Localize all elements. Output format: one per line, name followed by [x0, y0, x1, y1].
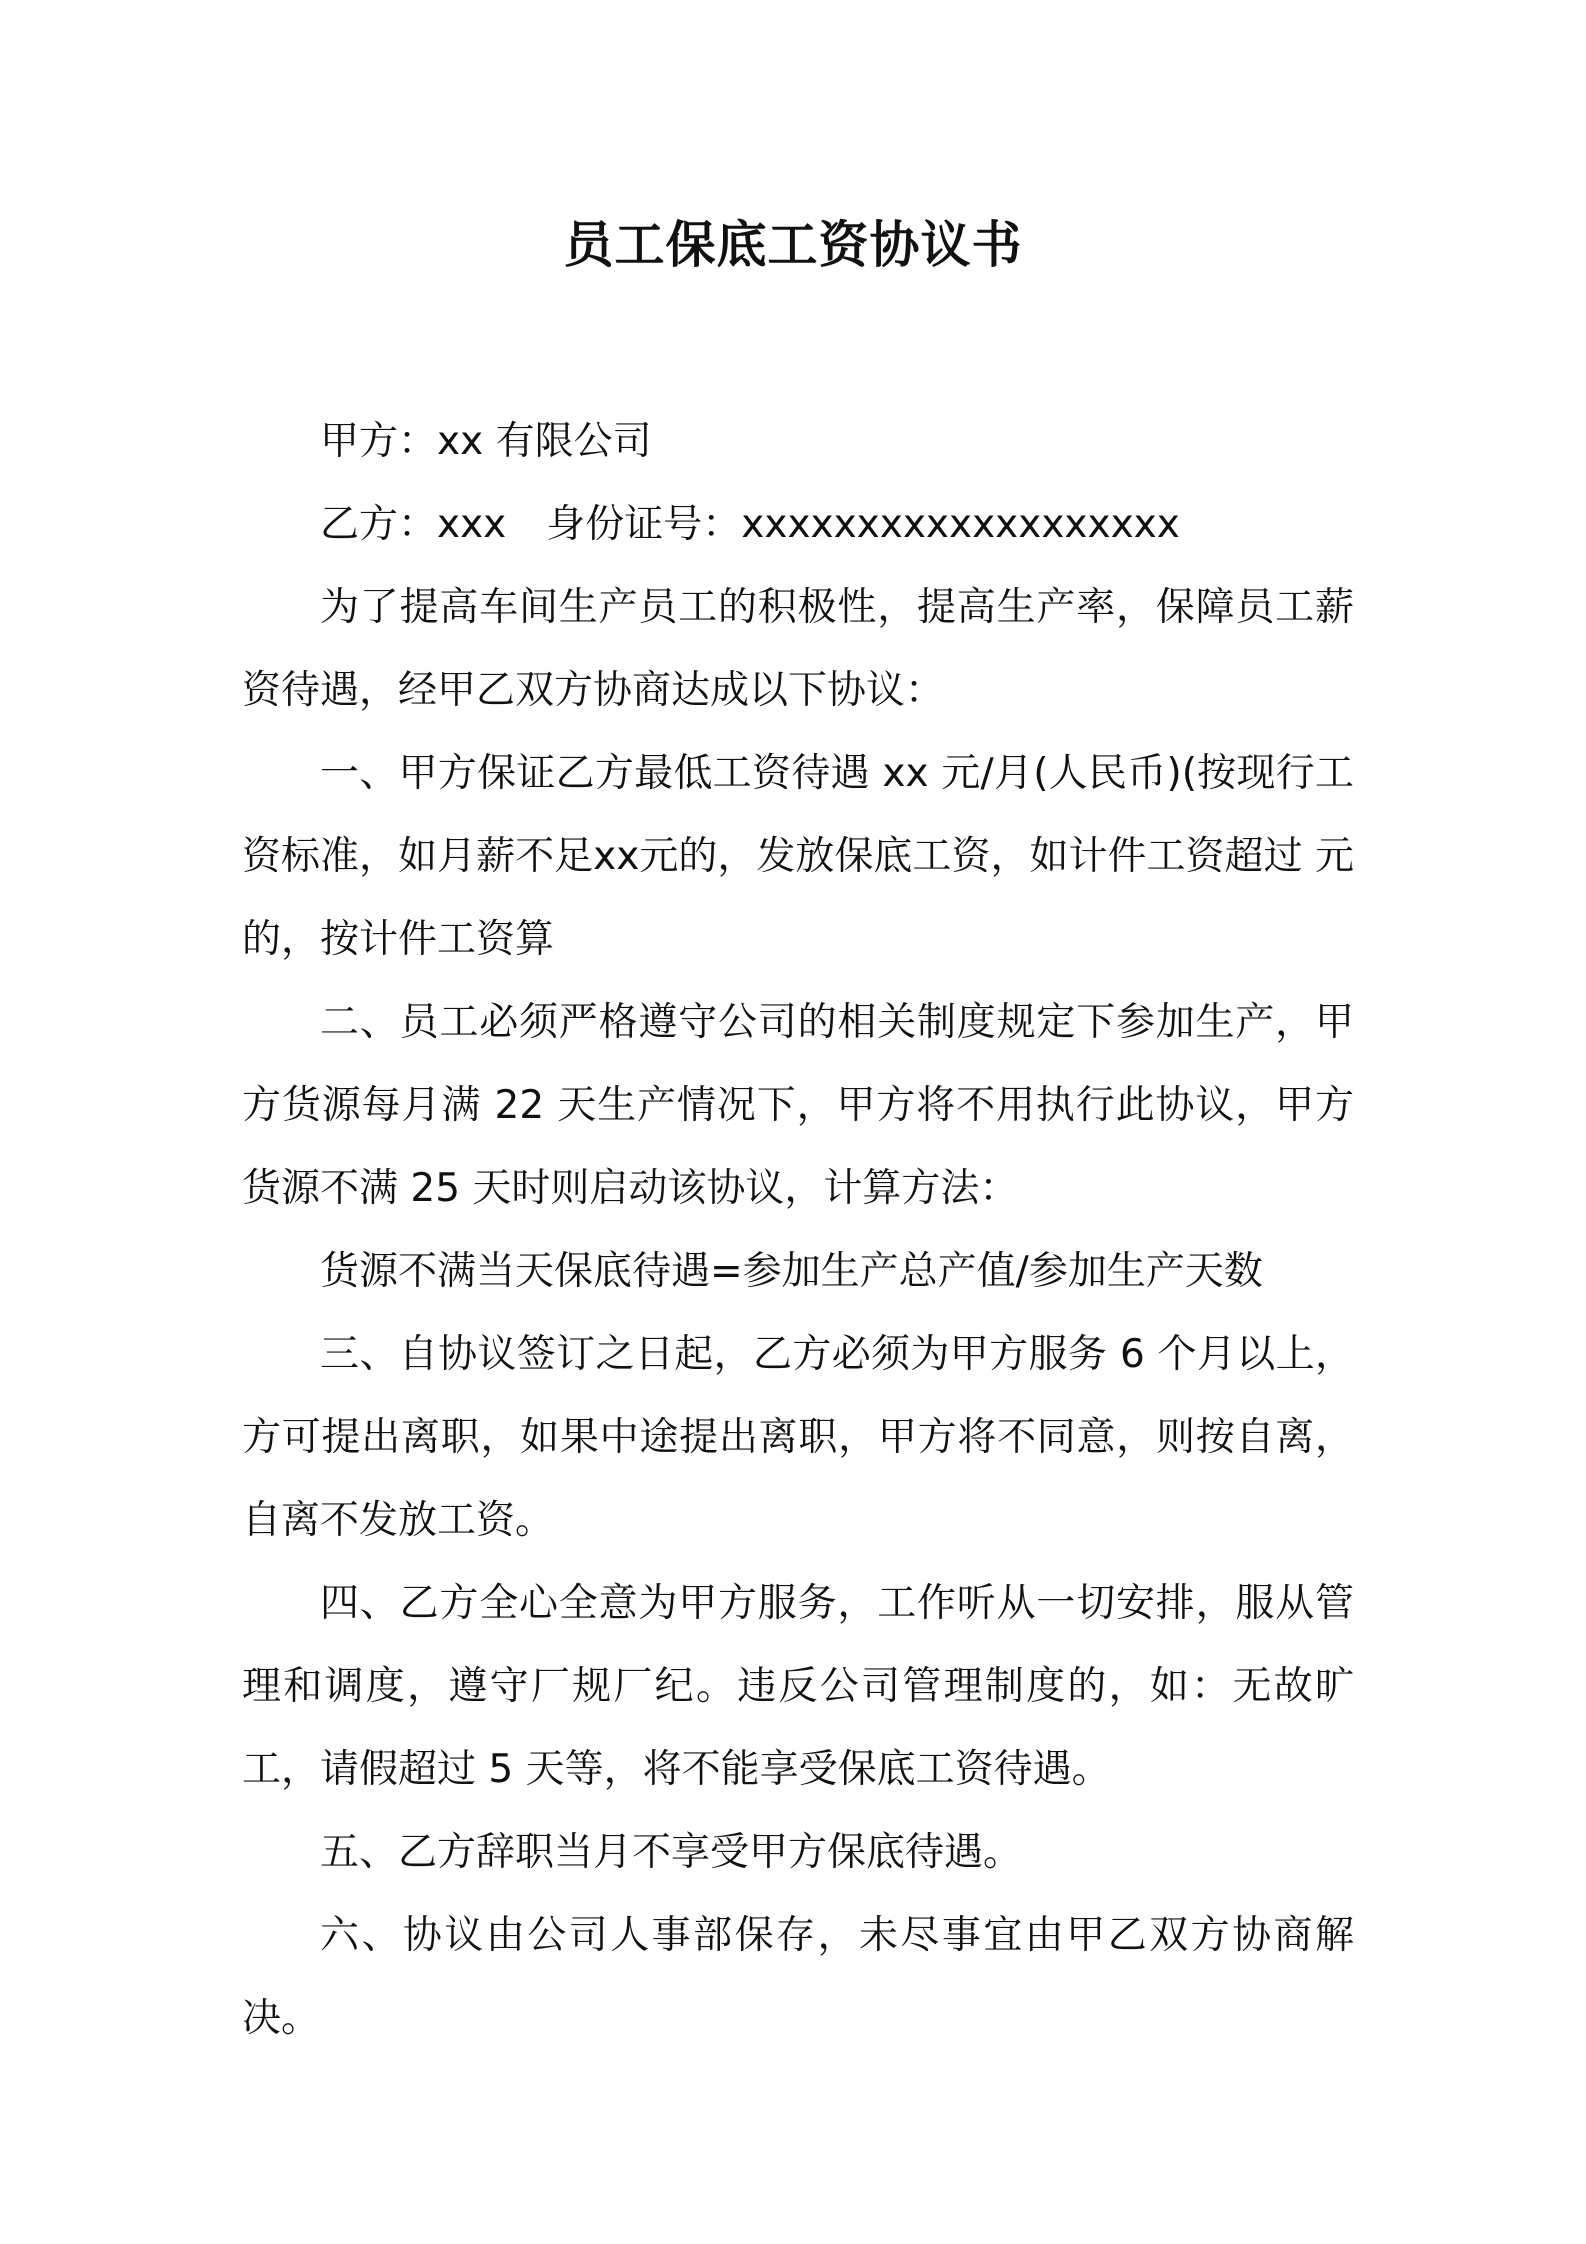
party-a-value: xx 有限公司	[437, 419, 652, 464]
paragraph-clause-2: 二、员工必须严格遵守公司的相关制度规定下参加生产，甲方货源每月满 22 天生产情况下，甲方将不用执行此协议，甲方货源不满 25 天时则启动该协议，计算方法：	[242, 1000, 1354, 1211]
party-b-value: xxx	[437, 502, 507, 547]
paragraph-clause-3: 三、自协议签订之日起，乙方必须为甲方服务 6 个月以上，方可提出离职，如果中途提出离职，甲方将不同意，则按自离，自离不发放工资。	[242, 1332, 1354, 1543]
party-b-id-label: 身份证号：	[546, 502, 742, 547]
paragraph-clause-1: 一、甲方保证乙方最低工资待遇 xx 元/月(人民币)(按现行工资标准，如月薪不足xx元的，发放保底工资，如计件工资超过 元的，按计件工资算	[242, 751, 1354, 962]
document-body	[242, 400, 1354, 2060]
party-b-line	[242, 483, 1354, 566]
party-a-label: 甲方：	[320, 419, 438, 464]
party-b-id-value: xxxxxxxxxxxxxxxxxxx	[741, 502, 1180, 547]
paragraph-clause-6: 六、协议由公司人事部保存，未尽事宜由甲乙双方协商解决。	[242, 1913, 1354, 2041]
paragraph-clause-4: 四、乙方全心全意为甲方服务，工作听从一切安排，服从管理和调度，遵守厂规厂纪。违反公司管理制度的，如：无故旷工，请假超过 5 天等，将不能享受保底工资待遇。	[242, 1581, 1354, 1792]
party-b-label: 乙方：	[320, 502, 438, 547]
document-title: 员工保底工资协议书	[563, 216, 1023, 274]
paragraph-clause-5: 五、乙方辞职当月不享受甲方保底待遇。	[320, 1830, 1023, 1875]
party-a-line	[242, 400, 1354, 483]
paragraph-formula: 货源不满当天保底待遇=参加生产总产值/参加生产天数	[320, 1249, 1263, 1294]
paragraph-intro: 为了提高车间生产员工的积极性，提高生产率，保障员工薪资待遇，经甲乙双方协商达成以下协议：	[242, 585, 1354, 713]
